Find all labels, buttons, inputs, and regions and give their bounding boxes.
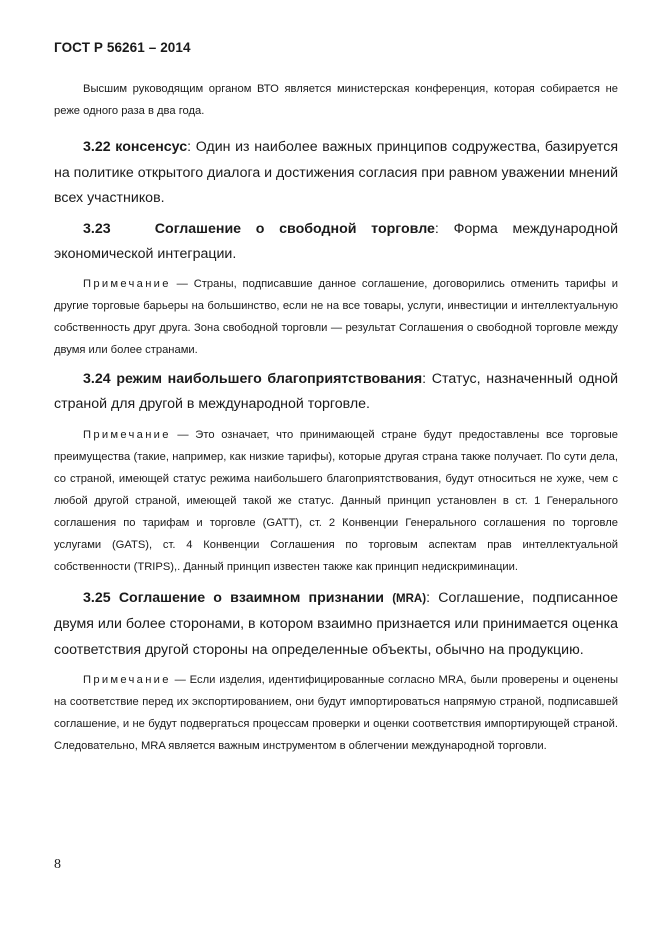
page-number: 8 (54, 857, 61, 872)
term-separator: : (187, 139, 192, 155)
document-body (54, 78, 618, 757)
note-3-24 (54, 424, 618, 578)
term-number: 3.22 (83, 139, 111, 155)
term-number: 3.23 (83, 220, 111, 237)
term-name: консенсус (115, 139, 188, 155)
note-label: Примечание (83, 277, 171, 290)
term-3-23 (54, 217, 618, 268)
document-header: ГОСТ Р 56261 – 2014 (54, 40, 191, 55)
term-separator: : (434, 220, 439, 237)
note-text: — Если изделия, идентифицированные согласно MRA, были проверены и оценены на соответствие перед их экспортированием, они будут импортироваться напрямую страной, подписавшей соглашение, и не будут подвергаться процессам проверки и оценки соответствия импортирующей страной. Следовательно, MRA является важным инструментом в облегчении международной торговли. (54, 674, 618, 752)
term-abbreviation: (MRA) (392, 592, 427, 605)
term-3-25 (54, 586, 618, 664)
term-separator: : (426, 589, 431, 606)
note-label: Примечание (83, 428, 171, 441)
term-number: 3.25 (83, 589, 111, 606)
term-definition: Соглашение, подписанное двумя или более сторонами, в котором взаимно признается или принимается оценка соответствия другой стороны на определенные объекты, обычно на продукцию. (54, 589, 618, 658)
term-separator: : (422, 370, 427, 387)
term-3-24 (54, 367, 618, 418)
term-name: режим наибольшего благоприятствования (116, 370, 423, 387)
term-name: Соглашение о взаимном признании (118, 589, 385, 606)
term-definition: Один из наиболее важных принципов содружества, базируется на политике открытого диалога и достижения согласия при равном уважении мнений всех участников. (54, 139, 619, 206)
intro-paragraph: Высшим руководящим органом ВТО является министерская конференция, которая собирается не реже одного раза в два года. (54, 83, 618, 117)
note-3-23 (54, 273, 618, 361)
note-text: — Страны, подписавшие данное соглашение, договорились отменить тарифы и другие торговые барьеры на большинство, если не на все товары, услуги, инвестиции и интеллектуальную собственность друг друга. Зона свободной торговли — результат Соглашения о свободной торговле между двумя или более странами. (54, 277, 618, 356)
term-number: 3.24 (83, 370, 111, 387)
term-definition: Форма международной экономической интеграции. (54, 220, 618, 262)
note-label: Примечание (83, 674, 171, 686)
term-name: Соглашение о свободной торговле (154, 220, 435, 237)
term-3-22 (54, 135, 618, 212)
note-3-25 (54, 669, 618, 757)
term-definition: Статус, назначенный одной страной для другой в международной торговле. (54, 370, 619, 412)
note-text: — Это означает, что принимающей стране будут предоставлены все торговые преимущества (такие, например, как низкие тарифы), которые другая страна также получает. По сути дела, со страной, имеющей статус режима наибольшего благоприятствования, будут относиться не хуже, чем с любой другой страной, имеющей такой же статус. Данный принцип установлен в ст. 1 Генерального соглашения по тарифам и торговле (GATT), ст. 2 Конвенции Генерального соглашения по торговле услугами (GATS), ст. 4 Конвенции Соглашения по торговым аспектам прав интеллектуальной собственности (TRIPS),. Данный принцип известен также как принцип недискриминации. (54, 428, 618, 573)
